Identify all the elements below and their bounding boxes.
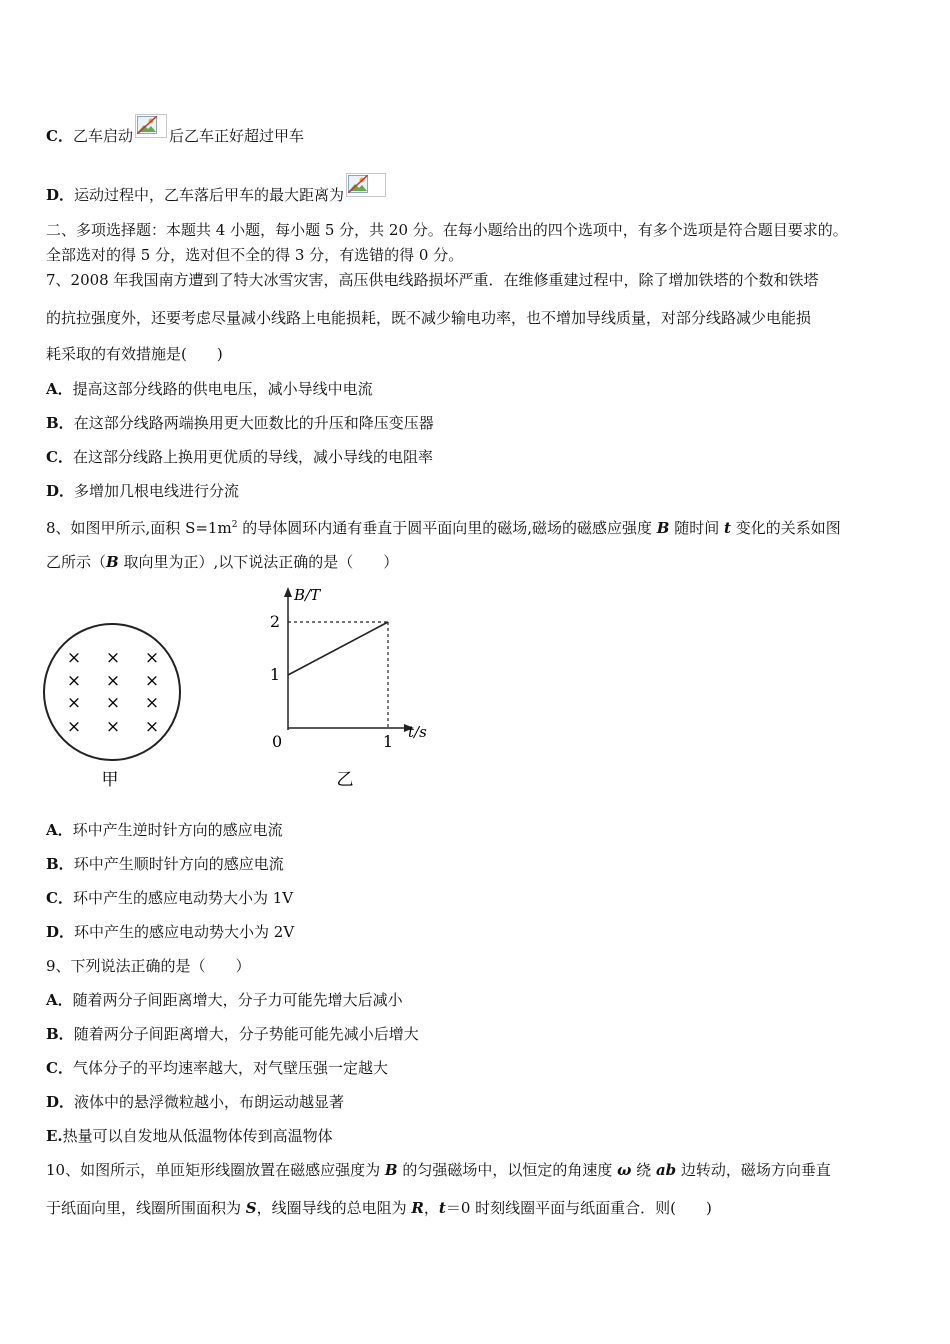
section-heading: 二、多项选择题：本题共 4 小题，每小题 5 分，共 20 分。在每小题给出的四个选项中，有多个选项是符合题目要求的。 [46,221,848,239]
option-text: 在这部分线路两端换用更大匝数比的升压和降压变压器 [73,414,434,432]
figure-label-left: 甲 [101,770,119,790]
q8-stem-part: 取向里为正）,以下说法正确的是（ ） [118,553,399,571]
option-text: 多增加几根电线进行分流 [74,482,240,500]
option-letter: E. [46,1127,63,1145]
x-tick-label: 1 [382,732,394,751]
q10-symbol-t: t [438,1199,446,1217]
y-tick-label: 2 [269,612,280,631]
q7-option-c [46,447,433,467]
q10-stem-part: ＝0 时刻线圈平面与纸面重合．则( ) [445,1199,712,1217]
q9-option-c [46,1058,388,1078]
broken-image-icon [135,114,167,138]
field-cross: × [144,717,160,737]
y-axis-label: B/T [294,586,321,604]
q10-stem-part: ，线圈导线的总电阻为 [256,1199,412,1217]
q10-symbol-s: S [245,1199,257,1217]
q8-stem [46,552,398,572]
q8-stem [46,515,841,538]
q7-stem: 7、2008 年我国南方遭到了特大冰雪灾害，高压供电线路损坏严重．在维修重建过程中，除了增加铁塔的个数和铁塔 [46,271,819,289]
q10-stem-part: 10、如图所示，单匝矩形线圈放置在磁感应强度为 [46,1161,385,1179]
q9-option-a [46,990,403,1010]
q9-option-e [46,1126,333,1146]
origin-label: 0 [272,732,283,751]
q8-stem-part: 8、如图甲所示,面积 S=1m [46,519,232,537]
option-text: 环中产生的感应电动势大小为 2V [74,923,295,941]
option-letter: D． [46,1093,75,1111]
option-letter: C． [46,889,73,907]
option-letter: B． [46,855,74,873]
option-text-after: 后乙车正好超过甲车 [168,127,304,145]
q10-stem-part: 绕 [631,1161,656,1179]
q7-option-a [46,379,373,399]
option-text: 随着两分子间距离增大，分子力可能先增大后减小 [72,991,403,1009]
q8-stem-part: 乙所示（ [46,553,107,571]
figure-label-right: 乙 [336,770,354,790]
q7-option-b [46,413,434,433]
q10-symbol-b: B [384,1161,398,1179]
option-letter: A． [46,821,73,839]
q8-stem-part: 的导体圆环内通有垂直于圆平面向里的磁场,磁场的磁感应强度 [237,519,657,537]
q10-symbol-r: R [411,1199,424,1217]
q8-symbol-t: t [723,519,731,537]
option-letter: C． [46,1059,73,1077]
option-text: 液体中的悬浮微粒越小，布朗运动越显著 [74,1093,345,1111]
q10-symbol-omega: ω [617,1161,632,1179]
conductor-ring [44,624,180,760]
field-cross: × [105,648,121,668]
q8-option-c [46,888,293,908]
field-cross: × [144,671,160,691]
option-letter: D． [46,923,75,941]
b-t-series-line [288,622,388,675]
q8-option-d [46,922,294,942]
field-cross: × [144,693,160,713]
q8-stem-part: 随时间 [669,519,724,537]
q6-option-d [46,173,388,205]
y-axis-arrow [284,587,292,597]
option-text: 热量可以自发地从低温物体传到高温物体 [62,1127,333,1145]
option-letter: D． [46,482,75,500]
q9-option-b [46,1024,419,1044]
q7-stem: 耗采取的有效措施是( ) [46,345,223,363]
field-cross: × [66,671,82,691]
x-axis-label: t/s [408,723,427,741]
field-cross: × [105,671,121,691]
q10-stem-part: 边转动，磁场方向垂直 [676,1161,831,1179]
option-letter: C． [46,448,73,466]
option-text: 提高这部分线路的供电电压，减小导线中电流 [72,380,373,398]
option-letter: A． [46,991,73,1009]
q6-option-c [46,114,304,146]
field-cross: × [66,717,82,737]
q8-figure [40,585,440,795]
q8-option-b [46,854,284,874]
broken-image-icon [346,173,386,197]
q10-stem-part: 的匀强磁场中，以恒定的角速度 [397,1161,618,1179]
q9-stem: 9、下列说法正确的是（ ） [46,957,251,975]
q8-stem-part: 变化的关系如图 [730,519,841,537]
q9-option-d [46,1092,344,1112]
b-t-graph [270,586,427,751]
q7-option-d [46,481,239,501]
y-tick-label: 1 [269,665,280,684]
q10-stem [46,1198,712,1218]
section-heading-cont: 全部选对的得 5 分，选对但不全的得 3 分，有选错的得 0 分。 [46,246,464,264]
option-letter: A． [46,380,73,398]
field-cross: × [105,717,121,737]
q10-stem-part: 于纸面向里，线圈所围面积为 [46,1199,246,1217]
q7-stem: 的抗拉强度外，还要考虑尽量减小线路上电能损耗，既不减少输电功率，也不增加导线质量，对部分线路减少电能损 [46,309,812,327]
q8-symbol-b: B [106,553,119,571]
q10-symbol-ab: ab [655,1161,677,1179]
q10-stem-part: ， [423,1199,439,1217]
option-text: 环中产生顺时针方向的感应电流 [73,855,284,873]
option-text: 随着两分子间距离增大，分子势能可能先减小后增大 [73,1025,419,1043]
option-text: 环中产生的感应电动势大小为 1V [72,889,294,907]
q8-option-a [46,820,283,840]
option-text: 环中产生逆时针方向的感应电流 [72,821,283,839]
option-text: 运动过程中，乙车落后甲车的最大距离为 [74,186,345,204]
option-letter: B． [46,1025,74,1043]
field-cross: × [144,648,160,668]
q8-stem-sup: 2 [231,520,238,530]
option-text: 乙车启动 [72,127,133,145]
magnetic-field-crosses [67,648,159,737]
option-text: 在这部分线路上换用更优质的导线，减小导线的电阻率 [72,448,433,466]
option-letter: C． [46,127,73,145]
option-letter: D． [46,186,75,204]
option-text: 气体分子的平均速率越大，对气壁压强一定越大 [72,1059,388,1077]
field-cross: × [66,693,82,713]
field-cross: × [105,693,121,713]
q8-symbol-b: B [656,519,670,537]
field-cross: × [66,648,82,668]
q10-stem [46,1160,831,1180]
option-letter: B． [46,414,74,432]
